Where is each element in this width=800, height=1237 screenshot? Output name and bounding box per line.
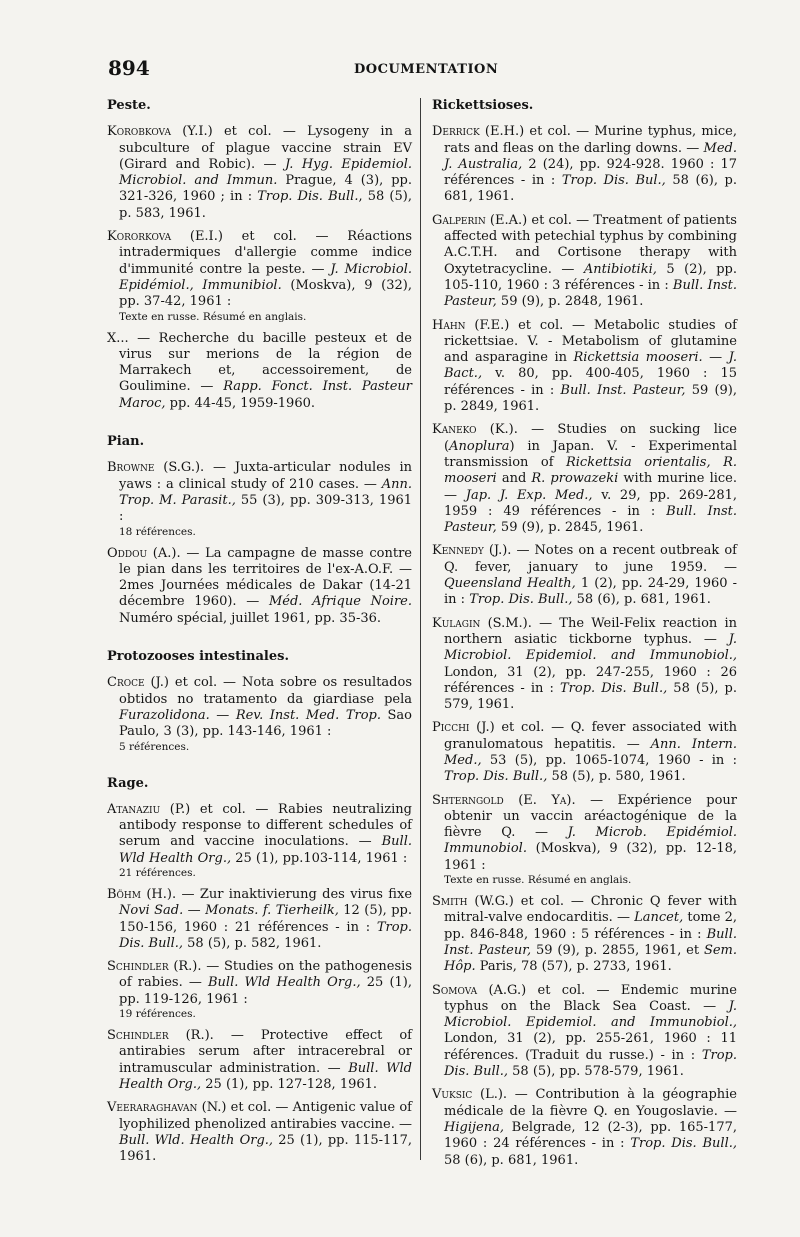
bibliography-entry: [432, 983, 737, 1081]
entry-text: 58 (5), p. 582, 1961.: [183, 935, 322, 951]
entry-text: — Recherche du bacille pesteux et de virus sur merions de la région de Marrakech et, accessoirement, de Goulimine. —: [119, 330, 412, 395]
entry-author: Somova (A.G.): [432, 982, 527, 998]
entry-journal: Novi Sad.: [119, 903, 184, 919]
entry-author: Browne (S.G.).: [107, 460, 205, 476]
entry-journal: Rickettsia mooseri.: [573, 350, 703, 366]
entry-journal: Trop. Dis. Bull.,: [469, 592, 573, 608]
entry-text: — Protective effect of antirabies serum after intracerebral or intramuscular administration. —: [119, 1028, 412, 1076]
entry-journal: J. Bact.,: [444, 350, 737, 382]
entry-journal: Trop. Dis. Bull.,: [630, 1136, 738, 1152]
entry-text: (Moskva), 9 (32), pp. 12-18, 1961 :: [444, 841, 737, 873]
entry-text: et col. — Chronic Q fever with mitral-valve endocarditis. —: [444, 894, 737, 926]
entry-text: and: [496, 471, 532, 487]
entry-text: Sao Paulo, 3 (3), pp. 143-146, 1961 :: [119, 707, 412, 740]
entry-text: 53 (5), pp. 1065-1074, 1960 - in :: [481, 752, 737, 768]
bibliography-entry: [107, 802, 412, 880]
entry-journal: R. prowazeki: [531, 471, 619, 487]
section-rickettsioses: [432, 98, 737, 1169]
entry-text: 58 (6), p. 681, 1961.: [444, 173, 738, 205]
entry-text: tome 2, pp. 846-848, 1960 : 5 références - in :: [444, 910, 737, 942]
entry-text: et col. — Q. fever associated with granulomatous hepatitis. —: [444, 720, 737, 752]
entry-journal: Bull. Inst. Pasteur,: [444, 503, 737, 536]
entry-text: 58 (5), p. 580, 1961.: [547, 769, 686, 785]
entry-text: et col. — Nota sobre os resultados obtidos no tratamento da giardiase pela: [119, 675, 412, 707]
entry-author: Oddou (A.).: [107, 545, 181, 561]
entry-text: — Juxta-articular nodules in yaws : a clinical study of 210 cases. —: [119, 460, 412, 492]
entry-text: with murine lice. —: [444, 471, 738, 503]
entry-text: 59 (9), p. 2845, 1961.: [496, 520, 644, 536]
entry-journal: J. Microbiol. Epidemiol. and Immunobiol.,: [444, 631, 737, 664]
bibliography-entry: [107, 959, 412, 1021]
entry-author: Galperin (E.A.): [432, 212, 528, 228]
entry-text: 25 (1), pp.103-114, 1961 :: [231, 850, 408, 866]
entry-author: Hahn (F.E.): [432, 317, 510, 333]
entry-journal: J. Microb. Epidémiol. Immunobiol.: [444, 825, 738, 857]
bibliography-entry: [432, 894, 737, 975]
entry-journal: Anoplura: [449, 438, 510, 454]
entry-text: 58 (5), pp. 578-579, 1961.: [508, 1064, 684, 1080]
entry-text: — Contribution à la géographie médicale de la fièvre Q. en Yougoslavie. —: [444, 1087, 737, 1119]
entry-author: Korobkova (Y.I.): [107, 124, 213, 140]
entry-author: Croce (J.): [107, 675, 169, 691]
entry-text: Numéro spécial, juillet 1961, pp. 35-36.: [119, 610, 382, 626]
page-number: 894: [108, 56, 150, 80]
entry-text: Paris, 78 (57), p. 2733, 1961.: [475, 959, 672, 975]
entry-author: Vuksic (L.).: [432, 1087, 508, 1103]
entry-journal: Ann. Trop. M. Parasit.,: [119, 476, 412, 508]
entry-text: —: [702, 350, 729, 366]
entry-text: et col. — Antigenic value of lyophilized phenolized antirabies vaccine. —: [119, 1100, 412, 1132]
page-header: [108, 56, 708, 86]
entry-journal: Trop. Dis. Bull.,: [444, 1047, 737, 1080]
entry-author: Kennedy (J.).: [432, 543, 512, 559]
entry-journal: Queensland Health,: [444, 576, 576, 592]
entry-author: Derrick (E.H.): [432, 124, 525, 140]
entry-text: et col. — Murine typhus, mice, rats and fleas on the darling downs. —: [444, 124, 737, 156]
entry-text: London, 31 (2), pp. 255-261, 1960 : 11 références. (Traduit du russe.) - in :: [444, 1031, 737, 1063]
column-divider: [420, 98, 421, 1160]
entry-text: 5 (2), pp. 105-110, 1960 : 3 références - in :: [444, 261, 737, 293]
entry-text: (Moskva), 9 (32), pp. 37-42, 1961 :: [119, 277, 412, 310]
entry-journal: Bull. Wld Health Org.,: [119, 834, 412, 866]
bibliography-entry: [432, 422, 737, 536]
entry-text: 25 (1), pp. 119-126, 1961 :: [119, 975, 412, 1007]
entry-note: 21 références.: [119, 866, 196, 879]
entry-text: v. 29, pp. 269-281, 1959 : 49 références - in :: [444, 487, 737, 519]
bibliography-entry: [107, 675, 412, 753]
entry-journal: Furazolidona.: [119, 707, 210, 723]
bibliography-entry: [107, 1100, 412, 1165]
entry-text: 58 (5), p. 579, 1961.: [444, 680, 738, 713]
entry-note: 5 références.: [119, 740, 190, 753]
entry-journal: J. Microbiol. Epidémiol., Immunibiol.: [119, 261, 412, 293]
entry-text: — Expérience pour obtenir un vaccin aréactogénique de la fièvre Q. —: [444, 792, 737, 841]
entry-text: London, 31 (2), pp. 247-255, 1960 : 26 références - in :: [444, 664, 737, 696]
entry-author: Böhm (H.).: [107, 886, 177, 902]
bibliography-entry: [432, 616, 737, 714]
entry-text: 1 (2), pp. 24-29, 1960 - in :: [444, 576, 737, 608]
entry-text: et col. — Metabolic studies of rickettsiae. V. - Metabolism of glutamine and asparagine in: [444, 317, 737, 366]
section-title: Pian.: [107, 434, 145, 450]
bibliography-entry: [107, 546, 412, 627]
section-title: Rage.: [107, 775, 149, 791]
right-column: [432, 98, 737, 1191]
bibliography-entry: [107, 229, 412, 323]
entry-note: 18 références.: [119, 525, 196, 538]
bibliography-entry: [107, 1028, 412, 1093]
entry-text: 2 (24), pp. 924-928. 1960 : 17 références - in :: [444, 156, 737, 189]
bibliography-entry: [432, 124, 737, 205]
entry-author: Picchi (J.): [432, 720, 495, 736]
entry-journal: Rickettsia orientalis, R. mooseri: [444, 454, 737, 487]
bibliography-entry: [107, 331, 412, 412]
entry-journal: Trop. Dis. Bull.: [257, 189, 359, 205]
entry-journal: J. Hyg. Epidemiol. Microbiol. and Immun.: [119, 156, 413, 189]
entry-text: Prague, 4 (3), pp. 321-326, 1960 ; in :: [119, 173, 412, 205]
section-peste: [107, 98, 412, 412]
entry-journal: Higijena,: [444, 1119, 504, 1135]
bibliography-entry: [107, 124, 412, 222]
entry-text: —: [209, 707, 236, 723]
entry-text: 59 (9), p. 2849, 1961.: [444, 382, 737, 415]
entry-author: Shterngold (E. Ya).: [432, 792, 576, 808]
entry-text: — Studies on sucking lice (: [444, 422, 737, 454]
entry-text: et col. — Treatment of patients affected with petechial typhus by combining A.C.T.H. and Cortisone therapy with Oxytetracycline. —: [444, 212, 737, 277]
entry-text: 25 (1), pp. 115-117, 1961.: [119, 1132, 412, 1165]
entry-author: Smith (W.G.): [432, 894, 514, 910]
entry-journal: Antibiotiki,: [583, 261, 657, 277]
entry-journal: Bull. Inst. Pasteur,: [444, 277, 737, 310]
entry-text: — Studies on the pathogenesis of rabies. —: [119, 959, 412, 991]
section-title: Rickettsioses.: [432, 98, 534, 113]
entry-journal: Méd. Afrique Noire.: [268, 594, 413, 610]
entry-text: 58 (6), p. 681, 1961.: [572, 592, 711, 608]
bibliography-entry: [432, 720, 737, 785]
bibliography-entry: [432, 543, 737, 608]
entry-text: — Notes on a recent outbreak of Q. fever, january to june 1959. —: [444, 543, 737, 575]
entry-text: v. 80, pp. 400-405, 1960 : 15 références - in :: [444, 366, 737, 398]
entry-text: et col. — Réactions intradermiques d'allergie comme indice d'immunité contre la peste. —: [119, 229, 413, 277]
entry-note: Texte en russe. Résumé en anglais.: [444, 874, 632, 887]
entry-author: X...: [107, 330, 129, 346]
entry-journal: Jap. J. Exp. Med.,: [465, 487, 593, 503]
bibliography-entry: [432, 793, 737, 887]
entry-journal: J. Microbiol. Epidemiol. and Immunobiol.,: [444, 998, 737, 1031]
entry-text: 59 (9), p. 2848, 1961.: [496, 294, 644, 310]
bibliography-entry: [432, 213, 737, 311]
entry-text: et col. — Rabies neutralizing antibody response to different schedules of serum and vaccine inoculations. —: [119, 801, 412, 850]
entry-journal: Med. J. Australia,: [444, 140, 737, 172]
section-title: Protozooses intestinales.: [107, 649, 289, 665]
entry-journal: Lancet,: [634, 910, 684, 926]
section-pian: [107, 434, 412, 627]
entry-text: ) in Japan. V. - Experimental transmission of: [444, 438, 737, 470]
entry-journal: Bull. Wld. Health Org.,: [119, 1132, 274, 1148]
bibliography-entry: [107, 887, 412, 952]
entry-journal: Trop. Dis. Bull.,: [559, 680, 668, 696]
entry-journal: Bull. Inst. Pasteur,: [560, 382, 686, 398]
entry-text: — The Weil-Felix reaction in northern asiatic tickborne typhus. —: [444, 615, 737, 647]
section-title: Peste.: [107, 98, 151, 113]
entry-author: Kulagin (S.M.).: [432, 615, 532, 631]
entry-author: Veeraraghavan (N.): [107, 1100, 227, 1116]
entry-journal: Trop. Dis. Bull.,: [444, 769, 548, 785]
entry-text: pp. 44-45, 1959-1960.: [165, 395, 315, 411]
entry-journal: Trop. Dis. Bul.,: [561, 173, 666, 189]
entry-author: Atanaziu (P.): [107, 801, 191, 817]
entry-journal: Sem. Hôp.: [444, 942, 737, 975]
entry-text: 59 (9), p. 2855, 1961, et: [531, 942, 704, 958]
entry-author: Schindler (R.).: [107, 1028, 214, 1044]
entry-note: Texte en russe. Résumé en anglais.: [119, 310, 307, 323]
entry-journal: Ann. Intern. Med.,: [444, 736, 738, 768]
entry-journal: Monats. f. Tierheilk,: [205, 903, 339, 919]
entry-text: 55 (3), pp. 309-313, 1961 :: [119, 492, 413, 525]
entry-text: 58 (6), p. 681, 1961.: [444, 1152, 579, 1168]
running-title: DOCUMENTATION: [354, 62, 499, 77]
entry-journal: Bull. Wld Health Org.,: [119, 1060, 412, 1092]
entry-text: et col. — Lysogeny in a subculture of plague vaccine strain EV (Girard and Robic). —: [119, 124, 412, 172]
entry-author: Schindler (R.).: [107, 959, 202, 975]
section-protozooses-intestinales: [107, 649, 412, 753]
entry-journal: Bull. Wld Health Org.,: [208, 975, 361, 991]
entry-text: — Zur inaktivierung des virus fixe: [176, 886, 413, 902]
entry-journal: Rev. Inst. Med. Trop.: [235, 707, 381, 723]
entry-text: —: [183, 903, 206, 919]
entry-text: 12 (5), pp. 150-156, 1960 : 21 références - in :: [119, 903, 412, 935]
bibliography-entry: [432, 1087, 737, 1168]
entry-text: 25 (1), pp. 127-128, 1961.: [201, 1076, 378, 1092]
entry-text: Belgrade, 12 (2-3), pp. 165-177, 1960 : 24 références - in :: [444, 1119, 737, 1152]
entry-journal: Rapp. Fonct. Inst. Pasteur Maroc,: [119, 379, 412, 411]
entry-journal: Trop. Dis. Bull.,: [119, 919, 412, 951]
bibliography-entry: [432, 318, 737, 416]
entry-text: , 58 (5), p. 583, 1961.: [119, 189, 412, 221]
bibliography-entry: [107, 460, 412, 538]
entry-journal: Bull. Inst. Pasteur,: [444, 926, 737, 958]
entry-note: 19 références.: [119, 1008, 196, 1021]
section-rage: [107, 776, 412, 1166]
entry-text: et col. — Endemic murine typhus on the Black Sea Coast. —: [444, 982, 737, 1014]
entry-author: Kaneko (K.).: [432, 422, 518, 438]
entry-text: — La campagne de masse contre le pian dans les territoires de l'ex-A.O.F. — 2mes Journées médicales de Dakar (14-21 décembre 1960). —: [119, 545, 412, 610]
left-column: [107, 98, 412, 1187]
entry-author: Kororkova (E.I.): [107, 229, 223, 245]
